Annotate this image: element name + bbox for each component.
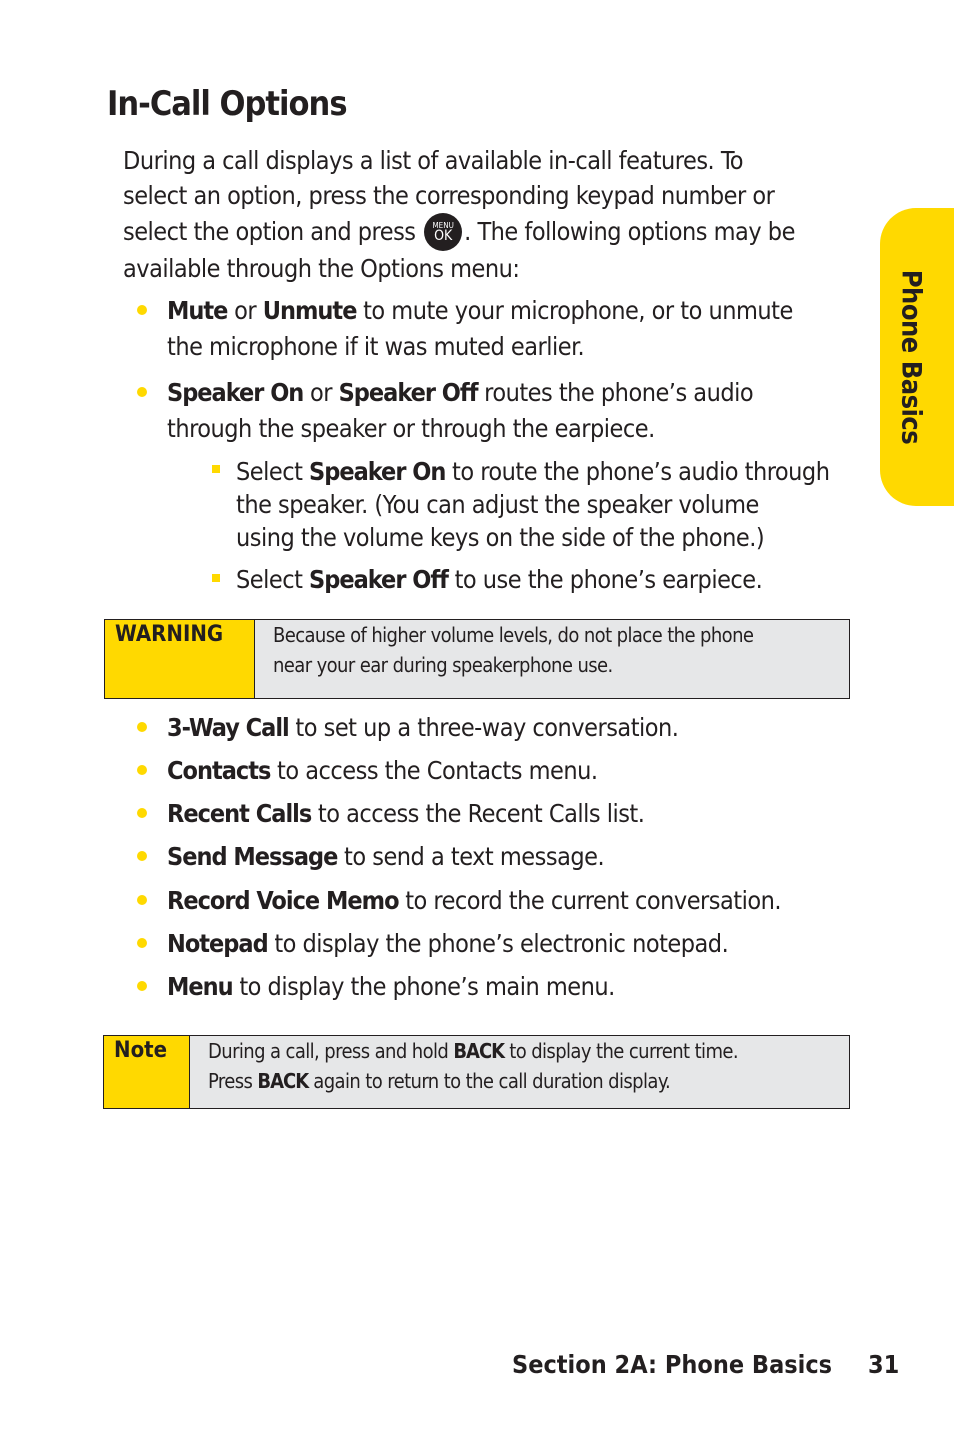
sub-bullet-icon [212,465,220,473]
page-number: 31 [868,1350,900,1379]
warning-text: Because of higher volume levels, do not place the phone near your ear during speakerphone use. [273,623,754,677]
list-item-notepad: Notepad to display the phone’s electronic notepad. [167,929,729,958]
bullet-icon [137,387,147,397]
list-item-contacts: Contacts to access the Contacts menu. [167,756,598,785]
bullet-icon [137,765,147,775]
warning-label: WARNING [105,620,255,698]
list-item-mute: Mute or Unmute to mute your microphone, or to unmute the microphone if it was muted earlier. [167,296,793,361]
note-callout [103,1035,850,1109]
menu-ok-key-icon: MENU OK [424,213,462,251]
footer-section-title: Section 2A: Phone Basics [512,1350,833,1379]
sub-bullet-icon [212,574,220,582]
bullet-icon [137,722,147,732]
list-item-speaker: Speaker On or Speaker Off routes the phone’s audio through the speaker or through the earpiece. [167,378,754,443]
bullet-icon [137,851,147,861]
note-label: Note [104,1036,190,1108]
bullet-icon [137,981,147,991]
intro-paragraph: During a call displays a list of available in-call features. To select an option, press the corresponding keypad number or select the option and press MENU OK . The following options may be available through the Options menu: [123,146,795,283]
side-tab-label: Phone Basics [895,269,927,445]
page-title: In-Call Options [107,84,347,124]
list-item-send-message: Send Message to send a text message. [167,842,605,871]
list-item-recent-calls: Recent Calls to access the Recent Calls list. [167,799,645,828]
list-item-menu: Menu to display the phone’s main menu. [167,972,615,1001]
warning-callout [104,619,850,699]
list-item-record-voice-memo: Record Voice Memo to record the current conversation. [167,886,781,915]
bullet-icon [137,895,147,905]
list-item-3-way-call: 3-Way Call to set up a three-way conversation. [167,713,679,742]
sub-item-speaker-off: Select Speaker Off to use the phone’s earpiece. [236,565,763,594]
bullet-icon [137,305,147,315]
bullet-icon [137,808,147,818]
sub-item-speaker-on: Select Speaker On to route the phone’s audio through the speaker. (You can adjust the speaker volume using the volume keys on the side of the phone.) [236,457,830,552]
note-text: During a call, press and hold BACK to display the current time. Press BACK again to return to the call duration display. [208,1039,738,1093]
bullet-icon [137,938,147,948]
